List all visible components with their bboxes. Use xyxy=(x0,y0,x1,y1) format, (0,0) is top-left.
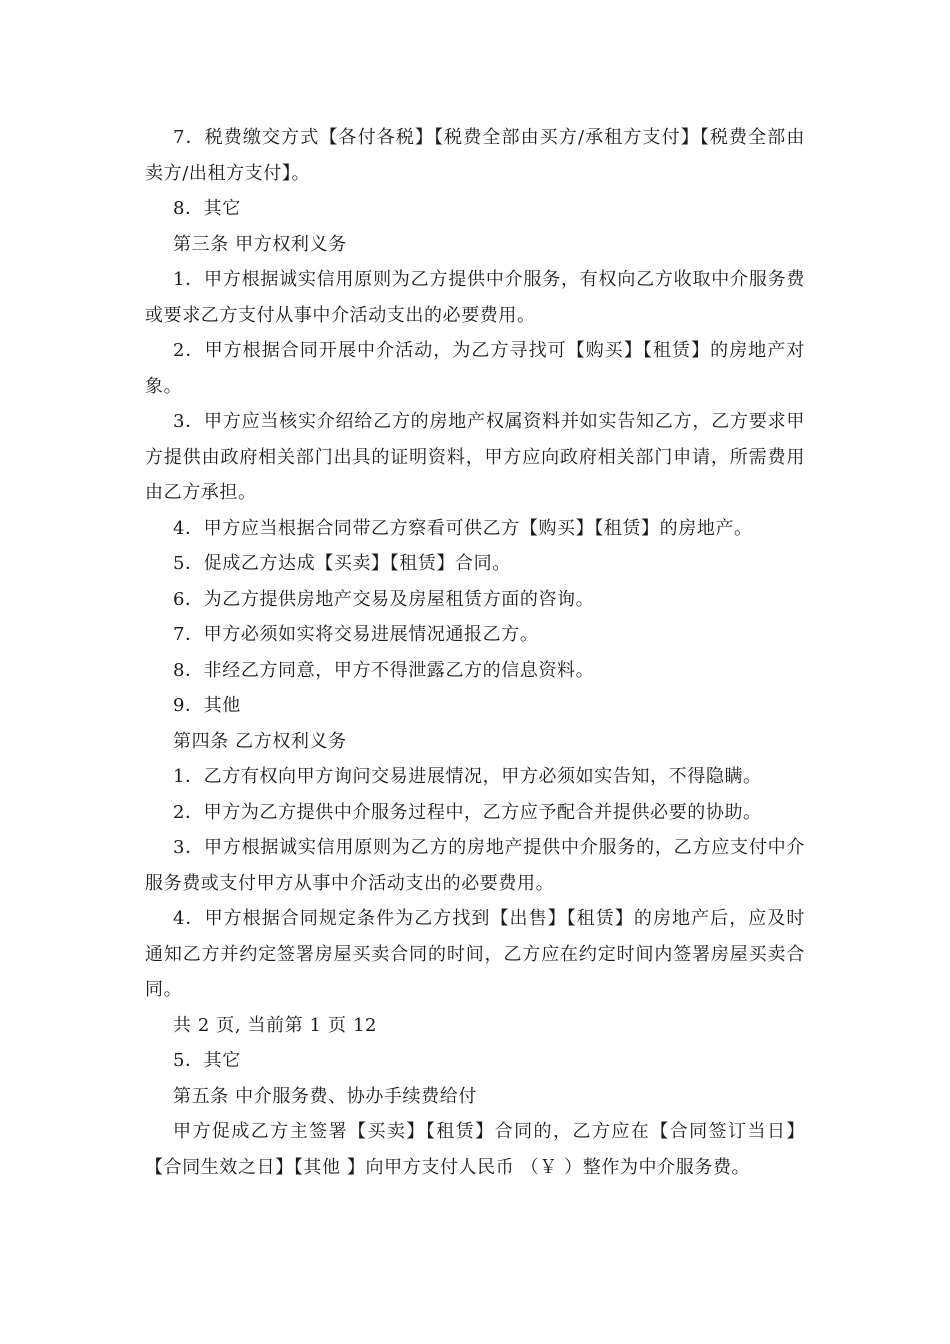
article-3-item-4: 4．甲方应当根据合同带乙方察看可供乙方【购买】【租赁】的房地产。 xyxy=(173,517,753,539)
article-4-item-2: 2．甲方为乙方提供中介服务过程中，乙方应予配合并提供必要的协助。 xyxy=(173,801,762,823)
page-counter: 共 2 页, 当前第 1 页 12 xyxy=(173,1014,378,1036)
document-body xyxy=(145,120,805,1185)
article-4-item-1: 1．乙方有权向甲方询问交易进展情况，甲方必须如实告知，不得隐瞒。 xyxy=(173,766,762,787)
article-4-item-3: 3．甲方根据诚实信用原则为乙方的房地产提供中介服务的，乙方应支付中介服务费或支付甲方从事中介活动支出的必要费用。 xyxy=(145,837,805,894)
article-3-item-3: 3．甲方应当核实介绍给乙方的房地产权属资料并如实告知乙方，乙方要求甲方提供由政府相关部门出具的证明资料，甲方应向政府相关部门申请，所需费用由乙方承担。 xyxy=(145,411,805,503)
article-4-item-4: 4．甲方根据合同规定条件为乙方找到【出售】【租赁】的房地产后，应及时通知乙方并约定签署房屋买卖合同的时间，乙方应在约定时间内签署房屋买卖合同。 xyxy=(145,908,805,1000)
article-3-item-9: 9．其他 xyxy=(173,695,241,716)
article-5-heading: 第五条 中介服务费、协办手续费给付 xyxy=(173,1085,477,1107)
clause-tax-payment-method: 7．税费缴交方式【各付各税】【税费全部由买方/承租方支付】【税费全部由卖方/出租方支付】。 xyxy=(145,127,805,184)
article-3-item-8: 8．非经乙方同意，甲方不得泄露乙方的信息资料。 xyxy=(173,659,595,681)
article-3-item-1: 1．甲方根据诚实信用原则为乙方提供中介服务，有权向乙方收取中介服务费或要求乙方支付从事中介活动支出的必要费用。 xyxy=(145,269,805,326)
article-3-item-2: 2．甲方根据合同开展中介活动，为乙方寻找可【购买】【租赁】的房地产对象。 xyxy=(145,340,805,397)
article-3-item-6: 6．为乙方提供房地产交易及房屋租赁方面的咨询。 xyxy=(173,588,595,610)
article-3-item-7: 7．甲方必须如实将交易进展情况通报乙方。 xyxy=(173,624,539,645)
article-4-heading: 第四条 乙方权利义务 xyxy=(173,730,347,752)
article-4-item-5: 5．其它 xyxy=(173,1050,241,1071)
clause-other-8: 8．其它 xyxy=(173,198,241,219)
article-3-heading: 第三条 甲方权利义务 xyxy=(173,233,347,255)
article-5-paragraph: 甲方促成乙方主签署【买卖】【租赁】合同的，乙方应在【合同签订当日】【合同生效之日】【其他 】向甲方支付人民币 （￥ ）整作为中介服务费。 xyxy=(145,1121,805,1178)
article-3-item-5: 5．促成乙方达成【买卖】【租赁】合同。 xyxy=(173,553,511,574)
